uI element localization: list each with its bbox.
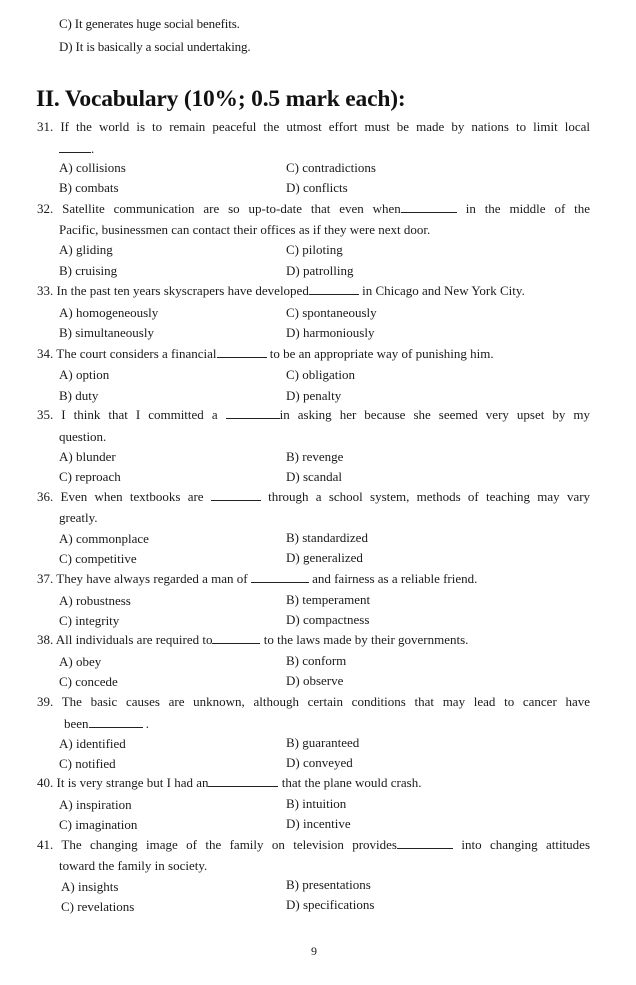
question-38-stem	[37, 632, 590, 648]
page-number: 9	[311, 944, 317, 958]
question-34-option-a: A) option	[59, 367, 110, 382]
question-33-option-c: C) spontaneously	[286, 305, 377, 320]
question-40-stem	[37, 775, 590, 791]
question-34-option-d: D) penalty	[286, 388, 342, 403]
question-35-option-c: C) reproach	[59, 469, 121, 484]
previous-option-d: D) It is basically a social undertaking.	[59, 39, 251, 54]
question-39-stem	[37, 694, 590, 710]
question-36-option-a: A) commonplace	[59, 531, 149, 546]
question-number: 33.	[37, 283, 54, 298]
question-34-option-b: B) duty	[59, 388, 99, 403]
question-number: 31.	[37, 119, 54, 134]
question-40-option-b: B) intuition	[286, 796, 347, 811]
answer-blank	[59, 141, 91, 153]
question-text: Even when textbooks are	[60, 489, 204, 504]
answer-blank	[397, 837, 453, 849]
question-text: to the laws made by their governments.	[263, 632, 469, 647]
answer-blank	[212, 632, 260, 644]
question-39-option-a: A) identified	[59, 736, 126, 751]
question-text: through a school system, methods of teaching may vary	[268, 489, 591, 504]
question-text: into changing attitudes	[461, 837, 591, 852]
question-text: in Chicago and New York City.	[362, 283, 525, 298]
question-41-option-c: C) revelations	[61, 899, 135, 914]
question-text: I think that I committed a	[61, 407, 218, 422]
question-39-option-b: B) guaranteed	[286, 735, 360, 750]
question-text: It is very strange but I had an	[56, 775, 209, 790]
question-text: In the past ten years skyscrapers have developed	[56, 283, 309, 298]
question-text: They have always regarded a man of	[56, 571, 248, 586]
question-40-option-a: A) inspiration	[59, 797, 132, 812]
answer-blank	[226, 407, 280, 419]
question-text: .	[91, 141, 95, 156]
question-number: 34.	[37, 346, 54, 361]
question-33-option-d: D) harmoniously	[286, 325, 375, 340]
answer-blank	[309, 283, 359, 295]
question-32-option-a: A) gliding	[59, 242, 113, 257]
question-text: If the world is to remain peaceful the utmost effort must be made by nations to limit local	[60, 119, 591, 134]
question-36-option-b: B) standardized	[286, 530, 368, 545]
question-37-option-a: A) robustness	[59, 593, 131, 608]
answer-blank	[251, 571, 309, 583]
question-36-stem	[37, 489, 590, 505]
question-37-option-b: B) temperament	[286, 592, 371, 607]
question-32-option-d: D) patrolling	[286, 263, 354, 278]
question-37-option-d: D) compactness	[286, 612, 370, 627]
question-40-option-c: C) imagination	[59, 817, 138, 832]
question-31-option-c: C) contradictions	[286, 160, 376, 175]
question-number: 39.	[37, 694, 54, 709]
question-text: The court considers a financial	[56, 346, 217, 361]
question-text: The basic causes are unknown, although certain conditions that may lead to cancer have	[61, 694, 591, 709]
question-38-option-c: C) concede	[59, 674, 118, 689]
question-32-stem-cont: Pacific, businessmen can contact their offices as if they were next door.	[59, 222, 431, 237]
answer-blank	[208, 775, 278, 787]
question-38-option-b: B) conform	[286, 653, 347, 668]
question-31-option-a: A) collisions	[59, 160, 126, 175]
question-number: 41.	[37, 837, 54, 852]
question-text: .	[145, 716, 150, 731]
question-40-option-d: D) incentive	[286, 816, 351, 831]
question-text: that the plane would crash.	[281, 775, 422, 790]
question-31-option-b: B) combats	[59, 180, 119, 195]
question-number: 38.	[37, 632, 54, 647]
answer-blank	[211, 489, 261, 501]
question-35-stem-cont: question.	[59, 429, 107, 444]
question-35-option-a: A) blunder	[59, 449, 116, 464]
question-text: to be an appropriate way of punishing him.	[269, 346, 494, 361]
question-31-stem-cont	[59, 141, 94, 157]
question-text: in the middle of the	[465, 201, 591, 216]
question-33-option-b: B) simultaneously	[59, 325, 154, 340]
question-32-stem	[37, 201, 590, 217]
question-35-option-b: B) revenge	[286, 449, 344, 464]
question-35-stem	[37, 407, 590, 423]
question-number: 36.	[37, 489, 54, 504]
previous-option-c: C) It generates huge social benefits.	[59, 16, 240, 31]
question-text: in asking her because she seemed very upset by my	[279, 407, 590, 422]
question-38-option-d: D) observe	[286, 673, 344, 688]
question-41-stem-cont: toward the family in society.	[59, 858, 208, 873]
question-34-stem	[37, 346, 590, 362]
answer-blank	[89, 716, 143, 728]
question-32-option-c: C) piloting	[286, 242, 343, 257]
question-text: The changing image of the family on television provides	[61, 837, 397, 852]
question-39-stem-cont	[64, 716, 149, 732]
question-31-stem	[37, 119, 590, 135]
question-36-stem-cont: greatly.	[59, 510, 98, 525]
question-text: Satellite communication are so up-to-date that even when	[62, 201, 401, 216]
question-number: 37.	[37, 571, 54, 586]
question-41-option-b: B) presentations	[286, 877, 371, 892]
question-37-stem	[37, 571, 590, 587]
question-41-option-d: D) specifications	[286, 897, 375, 912]
section-heading: II. Vocabulary (10%; 0.5 mark each):	[36, 86, 406, 112]
answer-blank	[401, 201, 457, 213]
question-41-option-a: A) insights	[61, 879, 119, 894]
question-text: All individuals are required to	[55, 632, 213, 647]
question-34-option-c: C) obligation	[286, 367, 355, 382]
question-text: and fairness as a reliable friend.	[312, 571, 478, 586]
question-36-option-c: C) competitive	[59, 551, 137, 566]
question-number: 40.	[37, 775, 54, 790]
question-39-option-d: D) conveyed	[286, 755, 353, 770]
question-38-option-a: A) obey	[59, 654, 102, 669]
question-35-option-d: D) scandal	[286, 469, 342, 484]
question-32-option-b: B) cruising	[59, 263, 118, 278]
question-number: 35.	[37, 407, 54, 422]
question-text: been	[64, 716, 89, 731]
answer-blank	[217, 346, 267, 358]
question-36-option-d: D) generalized	[286, 550, 363, 565]
question-number: 32.	[37, 201, 54, 216]
question-39-option-c: C) notified	[59, 756, 116, 771]
question-37-option-c: C) integrity	[59, 613, 120, 628]
question-41-stem	[37, 837, 590, 853]
question-31-option-d: D) conflicts	[286, 180, 348, 195]
question-33-option-a: A) homogeneously	[59, 305, 159, 320]
question-33-stem	[37, 283, 590, 299]
